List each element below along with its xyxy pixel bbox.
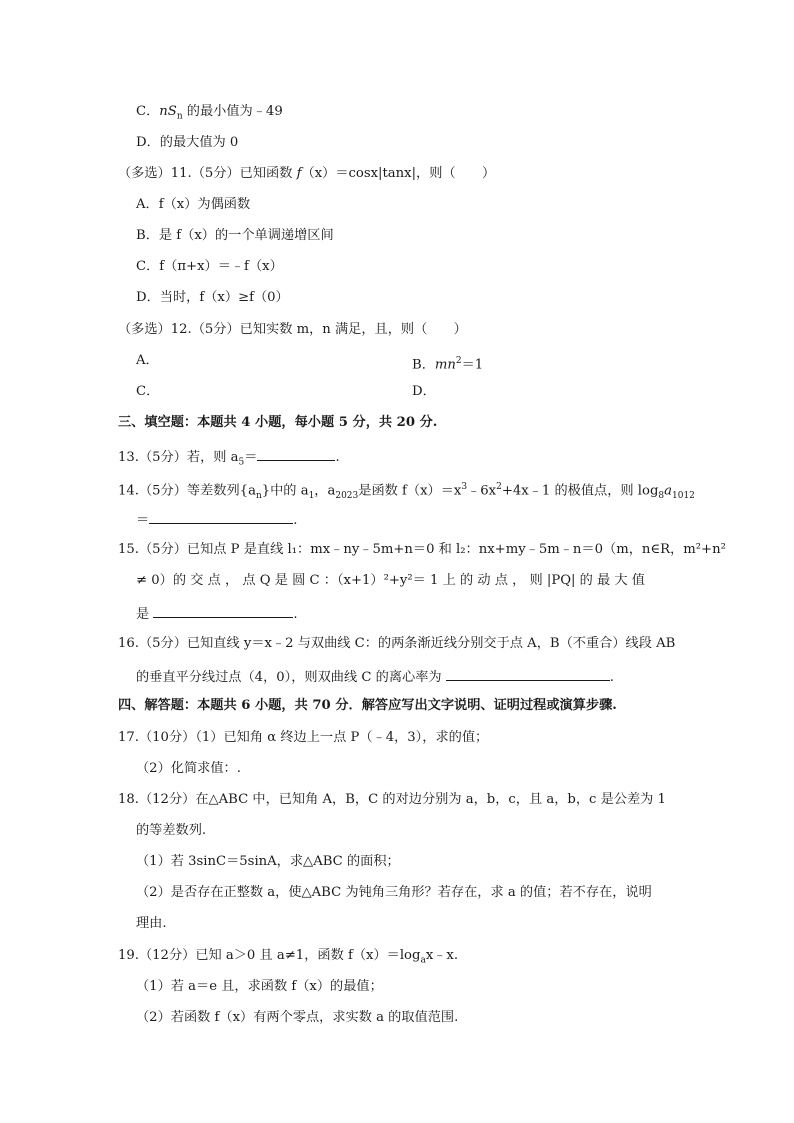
p2: 2: [496, 482, 502, 492]
text: 是: [136, 607, 150, 622]
s1: n: [255, 491, 262, 502]
option-text: 的最小值为﹣49: [182, 104, 283, 119]
q17-line-1: 17.（10分）（1）已知角 α 终边上一点 P（﹣4，3），求的值；: [118, 730, 489, 745]
math-ns: nS: [159, 104, 177, 119]
t7: a: [664, 483, 672, 499]
q16-line-2: [136, 666, 614, 687]
answer-blank[interactable]: [446, 666, 610, 681]
stem-text-2: （x）＝cosx|tanx|，则（ ）: [301, 166, 496, 181]
q19-line-2: （1）若 a＝e 且，求函数 f（x）的最值；: [136, 979, 383, 994]
period: .: [293, 513, 298, 528]
q14-line-2: [136, 509, 297, 530]
q19-line-1: [118, 947, 458, 970]
eq: ＝: [136, 513, 150, 528]
q10-option-d: D．的最大值为 0: [136, 135, 239, 150]
q18-line-2: 的等差数列.: [136, 823, 207, 838]
q17-line-2: （2）化简求值：.: [136, 761, 241, 776]
q12-option-a: A．: [136, 353, 159, 368]
q12-option-d: D．: [412, 384, 436, 399]
section-4-heading: 四、解答题：本题共 6 小题，共 70 分．解答应写出文字说明、证明过程或演算步骤.: [118, 698, 617, 713]
q10-option-c: [136, 103, 283, 126]
p1: 3: [461, 482, 468, 492]
answer-blank[interactable]: [153, 603, 293, 618]
q11-option-d: D．当时，f（x）≥f（0）: [136, 290, 289, 305]
q11-option-b: B．是 f（x）的一个单调递增区间: [136, 228, 334, 243]
q13-text: 13.（5分）若，则 a: [118, 450, 239, 465]
math-sub: a: [420, 955, 426, 966]
text: 19.（12分）已知 a＞0 且 a≠1，函数 f（x）＝log: [118, 948, 421, 963]
q12-option-b: [412, 352, 483, 374]
q11-option-c: C．f（π+x）＝﹣f（x）: [136, 259, 283, 274]
q12-option-c: C．: [136, 384, 160, 399]
t6: +4x﹣1 的极值点，则 log: [501, 483, 659, 499]
q15-line-2: ≠ 0）的 交 点 ， 点 Q 是 圆 C ：（x+1）²+y²＝ 1 上 的 动 点 ， 则 |PQ| 的 最 大 值: [136, 573, 645, 588]
q18-line-5: 理由.: [136, 916, 167, 931]
math-sub: 5: [238, 457, 245, 468]
period: .: [335, 450, 340, 465]
section-3-heading: 三、填空题：本题共 4 小题，每小题 5 分，共 20 分.: [118, 415, 438, 430]
period: .: [609, 670, 614, 685]
period: .: [293, 607, 298, 622]
q14-line-1: [118, 478, 695, 505]
option-label: B．: [412, 357, 435, 373]
t1: 14.（5分）等差数列{a: [118, 483, 256, 499]
math-sup: 2: [455, 356, 462, 366]
math-f: f: [296, 166, 302, 181]
text-2: x﹣x.: [425, 948, 459, 963]
q15-line-3: [136, 603, 298, 624]
q12-stem: （多选）12.（5分）已知实数 m，n 满足，且，则（ ）: [118, 322, 467, 337]
t5: ﹣6x: [467, 483, 497, 499]
text: 的垂直平分线过点（4，0），则双曲线 C 的离心率为: [136, 670, 442, 685]
s4: 8: [658, 491, 665, 502]
s2: 1: [308, 491, 315, 502]
q11-stem: [118, 165, 495, 183]
q18-line-3: （1）若 3sinC＝5sinA，求△ABC 的面积；: [136, 854, 400, 869]
option-label: C．: [136, 104, 160, 119]
stem-text: （多选）11.（5分）已知函数: [118, 166, 297, 181]
option-text: ＝1: [461, 357, 484, 373]
q18-line-1: 18.（12分）在△ABC 中，已知角 A，B，C 的对边分别为 a，b，c，且 a，b，c 是公差为 1: [118, 792, 666, 807]
q15-line-1: 15.（5分）已知点 P 是直线 l₁：mx﹣ny﹣5m+n＝0 和 l₂：nx+my﹣5m﹣n＝0（m，n∈R，m²+n²: [118, 542, 726, 557]
s5: 1012: [672, 491, 695, 502]
math-sub: n: [176, 111, 183, 122]
t2: }中的 a: [261, 483, 309, 499]
math-mn: mn: [434, 357, 456, 373]
q18-line-4: （2）是否存在正整数 a，使△ABC 为钝角三角形？若存在，求 a 的值；若不存在，说明: [136, 885, 652, 900]
q13-eq: ＝: [244, 450, 258, 465]
q13: [118, 446, 340, 472]
q16-line-1: 16.（5分）已知直线 y＝x﹣2 与双曲线 C：的两条渐近线分别交于点 A，B（不重合）线段 AB: [118, 636, 676, 651]
q19-line-3: （2）若函数 f（x）有两个零点，求实数 a 的取值范围.: [136, 1010, 459, 1025]
s3: 2023: [335, 491, 359, 502]
t3: ，a: [314, 483, 336, 499]
q11-option-a: A．f（x）为偶函数: [136, 197, 251, 212]
t4: 是函数 f（x）＝x: [358, 483, 462, 499]
answer-blank[interactable]: [257, 446, 335, 461]
answer-blank[interactable]: [149, 509, 293, 524]
